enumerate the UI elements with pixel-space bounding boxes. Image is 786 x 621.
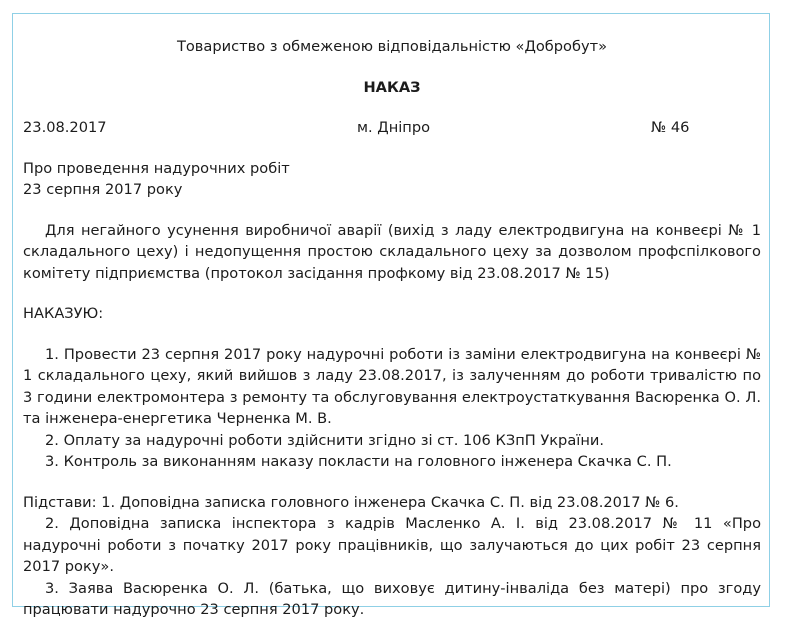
document-meta — [23, 117, 761, 139]
subject-line-2: 23 серпня 2017 року — [23, 181, 183, 198]
document-number: № 46 — [651, 119, 690, 136]
document-frame — [12, 13, 770, 618]
document-date: 23.08.2017 — [23, 119, 107, 136]
order-item-1: 1. Провести 23 серпня 2017 року надурочні роботи із заміни електродвигуна на конвеєрі № 1 складального цеху, який вийшов з ладу 23.08.2017, із залученням до роботи тривалістю по 3 години електромонтера з ремонту та обслуговування електроустаткування Васюренка О. Л. та інженера-енергетика Черненка М. В. — [23, 345, 761, 427]
ground-3: 3. Заява Васюренка О. Л. (батька, що виховує дитину-інваліда без матері) про згоду працювати надурочно 23 серпня 2017 року. — [23, 579, 761, 618]
document-place: м. Дніпро — [357, 119, 431, 136]
order-item-3: 3. Контроль за виконанням наказу покласти на головного інженера Скачка С. П. — [45, 453, 672, 470]
ground-1: Підстави: 1. Доповідна записка головного інженера Скачка С. П. від 23.08.2017 № 6. — [23, 493, 679, 511]
order-word: НАКАЗУЮ: — [23, 305, 104, 322]
order-item-2: 2. Оплату за надурочні роботи здійснити згідно зі ст. 106 КЗпП України. — [45, 431, 604, 449]
grounds-section — [23, 492, 761, 621]
order-items — [23, 344, 761, 473]
subject-line-1: Про проведення надурочних робіт — [23, 159, 290, 177]
document-title: НАКАЗ — [363, 78, 421, 96]
organization-name: Товариство з обмеженою відповідальністю «Добробут» — [176, 38, 608, 55]
preamble-paragraph: Для негайного усунення виробничої аварії (вихід з ладу електродвигуна на конвеєрі № 1 складального цеху) і недопущення простою складального цеху за дозволом профспілкового комітету підприємства (протокол засідання профкому від 23.08.2017 № 15) — [23, 221, 761, 282]
order-document — [23, 36, 761, 621]
document-subject — [23, 158, 761, 201]
ground-2: 2. Доповідна записка інспектора з кадрів Масленко А. І. від 23.08.2017 № 11 «Про надурочні роботи з початку 2017 року працівників, що залучаються до цих робіт 23 серпня 2017 року». — [23, 515, 761, 575]
